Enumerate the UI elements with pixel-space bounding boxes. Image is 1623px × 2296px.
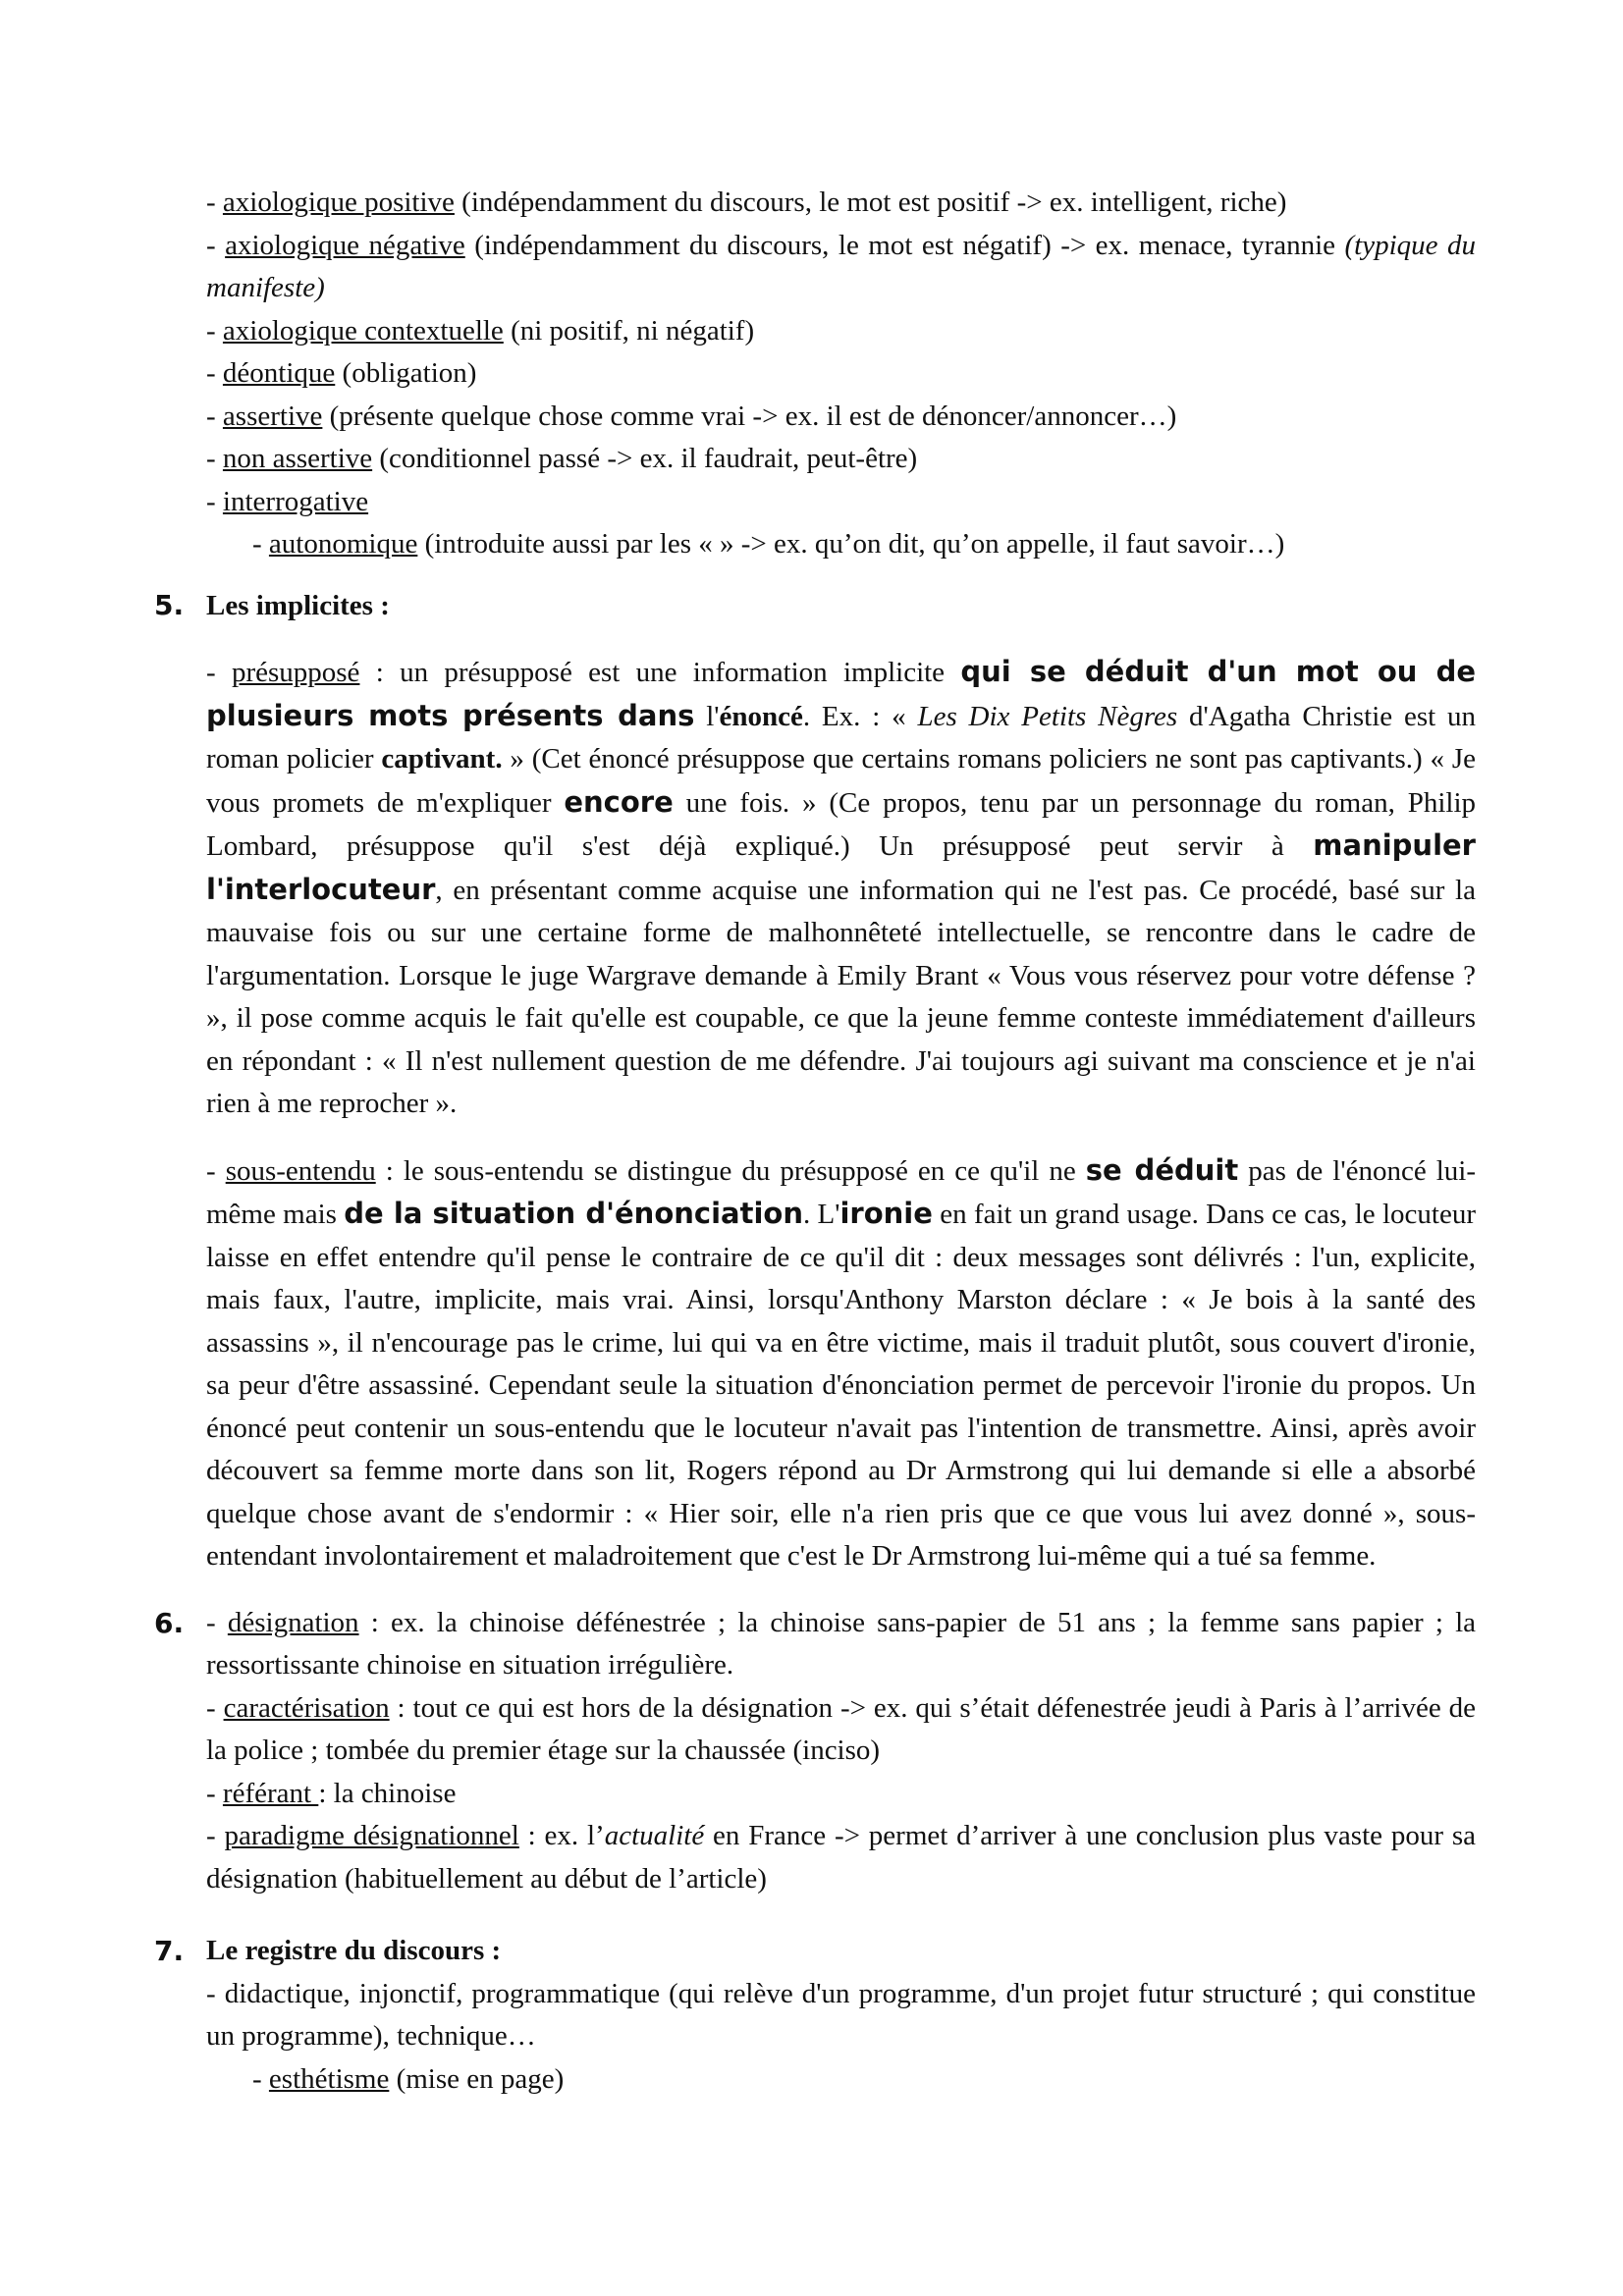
list-item: - paradigme désignationnel : ex. l’actualité en France -> permet d’arriver à une conclusion plus vaste pour sa désignation (habituellement au début de l’article) — [206, 1820, 1476, 1895]
list-item-term: esthétisme — [268, 2062, 390, 2095]
section-6 — [154, 1602, 1476, 1901]
list-subitem: - autonomique (introduite aussi par les « » -> ex. qu’on dit, qu’on appelle, il faut savoir…) — [252, 528, 1285, 560]
list-item-term: déontique — [222, 357, 336, 389]
sous-entendu-paragraph: - sous-entendu : le sous-entendu se distingue du présupposé en ce qu'il ne se déduit pas de l'énoncé lui-même mais de la situation d'énonciation. L'ironie en fait un grand usage. Dans ce cas, le locuteur laisse en effet entendre qu'il pense le contraire de ce qu'il dit : deux messages sont délivrés : l'un, explicite, mais faux, l'autre, implicite, mais vrai. Ainsi, lorsqu'Anthony Marston déclare : « Je bois à la santé des assassins », il n'encourage pas le crime, lui qui va en être victime, mais il traduit plutôt, sous couvert d'ironie, sa peur d'être assassiné. Cependant seule la situation d'énonciation permet de percevoir l'ironie du propos. Un énoncé peut contenir un sous-entendu que le locuteur n'avait pas l'intention de transmettre. Ainsi, après avoir découvert sa femme morte dans son lit, Rogers répond au Dr Armstrong qui lui demande si elle a absorbé quelque chose avant de s'endormir : « Hier soir, elle n'a rien pris que ce que vous lui avez donné », sous-entendant involontairement et maladroitement que c'est le Dr Armstrong lui-même qui a tué sa femme. — [206, 1152, 1476, 1572]
list-item-term: référant — [222, 1777, 319, 1809]
list-item: - référant : la chinoise — [206, 1777, 457, 1809]
list-item: - axiologique négative (indépendamment du discours, le mot est négatif) -> ex. menace, tyrannie (typique du manifeste) — [206, 229, 1476, 303]
list-item-term: axiologique positive — [222, 187, 455, 218]
list-item: - caractérisation : tout ce qui est hors de la désignation -> ex. qui s’était défenestrée jeudi à Paris à l’arrivée de la police ; tombée du premier étage sur la chaussée (inciso) — [206, 1691, 1476, 1766]
list-item-term: caractérisation — [223, 1691, 390, 1724]
list-item: - axiologique positive (indépendamment du discours, le mot est positif -> ex. intelligent, riche) — [206, 187, 1287, 218]
list-item: - déontique (obligation) — [206, 357, 477, 389]
section-5-heading — [154, 584, 1476, 628]
presuppose-paragraph: - présupposé : un présupposé est une information implicite qui se déduit d'un mot ou de plusieurs mots présents dans l'énoncé. Ex. : « Les Dix Petits Nègres d'Agatha Christie est un roman policier captivant. » (Cet énoncé présuppose que certains romans policiers ne sont pas captivants.) « Je vous promets de m'expliquer encore une fois. » (Ce propos, tenu par un personnage du roman, Philip Lombard, présuppose qu'il s'est déjà expliqué.) Un présupposé peut servir à manipuler l'interlocuteur, en présentant comme acquise une information qui ne l'est pas. Ce procédé, basé sur la mauvaise fois ou sur une certaine forme de malhonnêteté intellectuelle, se rencontre dans le cadre de l'argumentation. Lorsque le juge Wargrave demande à Emily Brant « Vous vous réservez pour votre défense ? », il pose comme acquis le fait qu'elle est coupable, ce que la jeune femme conteste immédiatement d'ailleurs en répondant : « Il n'est nullement question de me défendre. J'ai toujours agi suivant ma conscience et je n'ai rien à me reprocher ». — [206, 655, 1477, 1119]
list-subitem: - esthétisme (mise en page) — [252, 2062, 565, 2095]
sous-entendu-term: sous-entendu — [225, 1154, 376, 1187]
list-item: - interrogative — [206, 485, 369, 517]
list-item-term: axiologique contextuelle — [222, 314, 504, 347]
list-item: - désignation : ex. la chinoise défénestrée ; la chinoise sans-papier de 51 ans ; la femme sans papier ; la ressortissante chinoise en situation irrégulière. — [206, 1606, 1476, 1681]
list-item-term: interrogative — [222, 485, 369, 517]
section-7 — [154, 1930, 1476, 2101]
list-item-term: axiologique négative — [225, 229, 465, 261]
section-title: Le registre du discours : — [206, 1935, 502, 1966]
section-number: 6. — [154, 1606, 185, 1639]
section-number: 5. — [154, 588, 185, 621]
modality-list — [206, 182, 1476, 566]
list-item-term: non assertive — [222, 443, 373, 474]
list-item-term: autonomique — [268, 528, 418, 560]
list-item: - non assertive (conditionnel passé -> ex. il faudrait, peut-être) — [206, 443, 918, 474]
section-number: 7. — [154, 1935, 185, 1967]
list-item: - didactique, injonctif, programmatique (qui relève d'un programme, d'un projet futur structuré ; qui constitue un programme), technique… — [206, 1977, 1476, 2052]
list-item-term: désignation — [227, 1606, 359, 1638]
list-item-term: paradigme désignationnel — [224, 1820, 519, 1851]
list-item: - axiologique contextuelle (ni positif, ni négatif) — [206, 314, 755, 347]
section-title: Les implicites : — [206, 589, 390, 621]
list-item: - assertive (présente quelque chose comme vrai -> ex. il est de dénoncer/annoncer…) — [206, 400, 1177, 432]
presuppose-term: présupposé — [231, 657, 360, 688]
list-item-term: assertive — [222, 400, 323, 432]
